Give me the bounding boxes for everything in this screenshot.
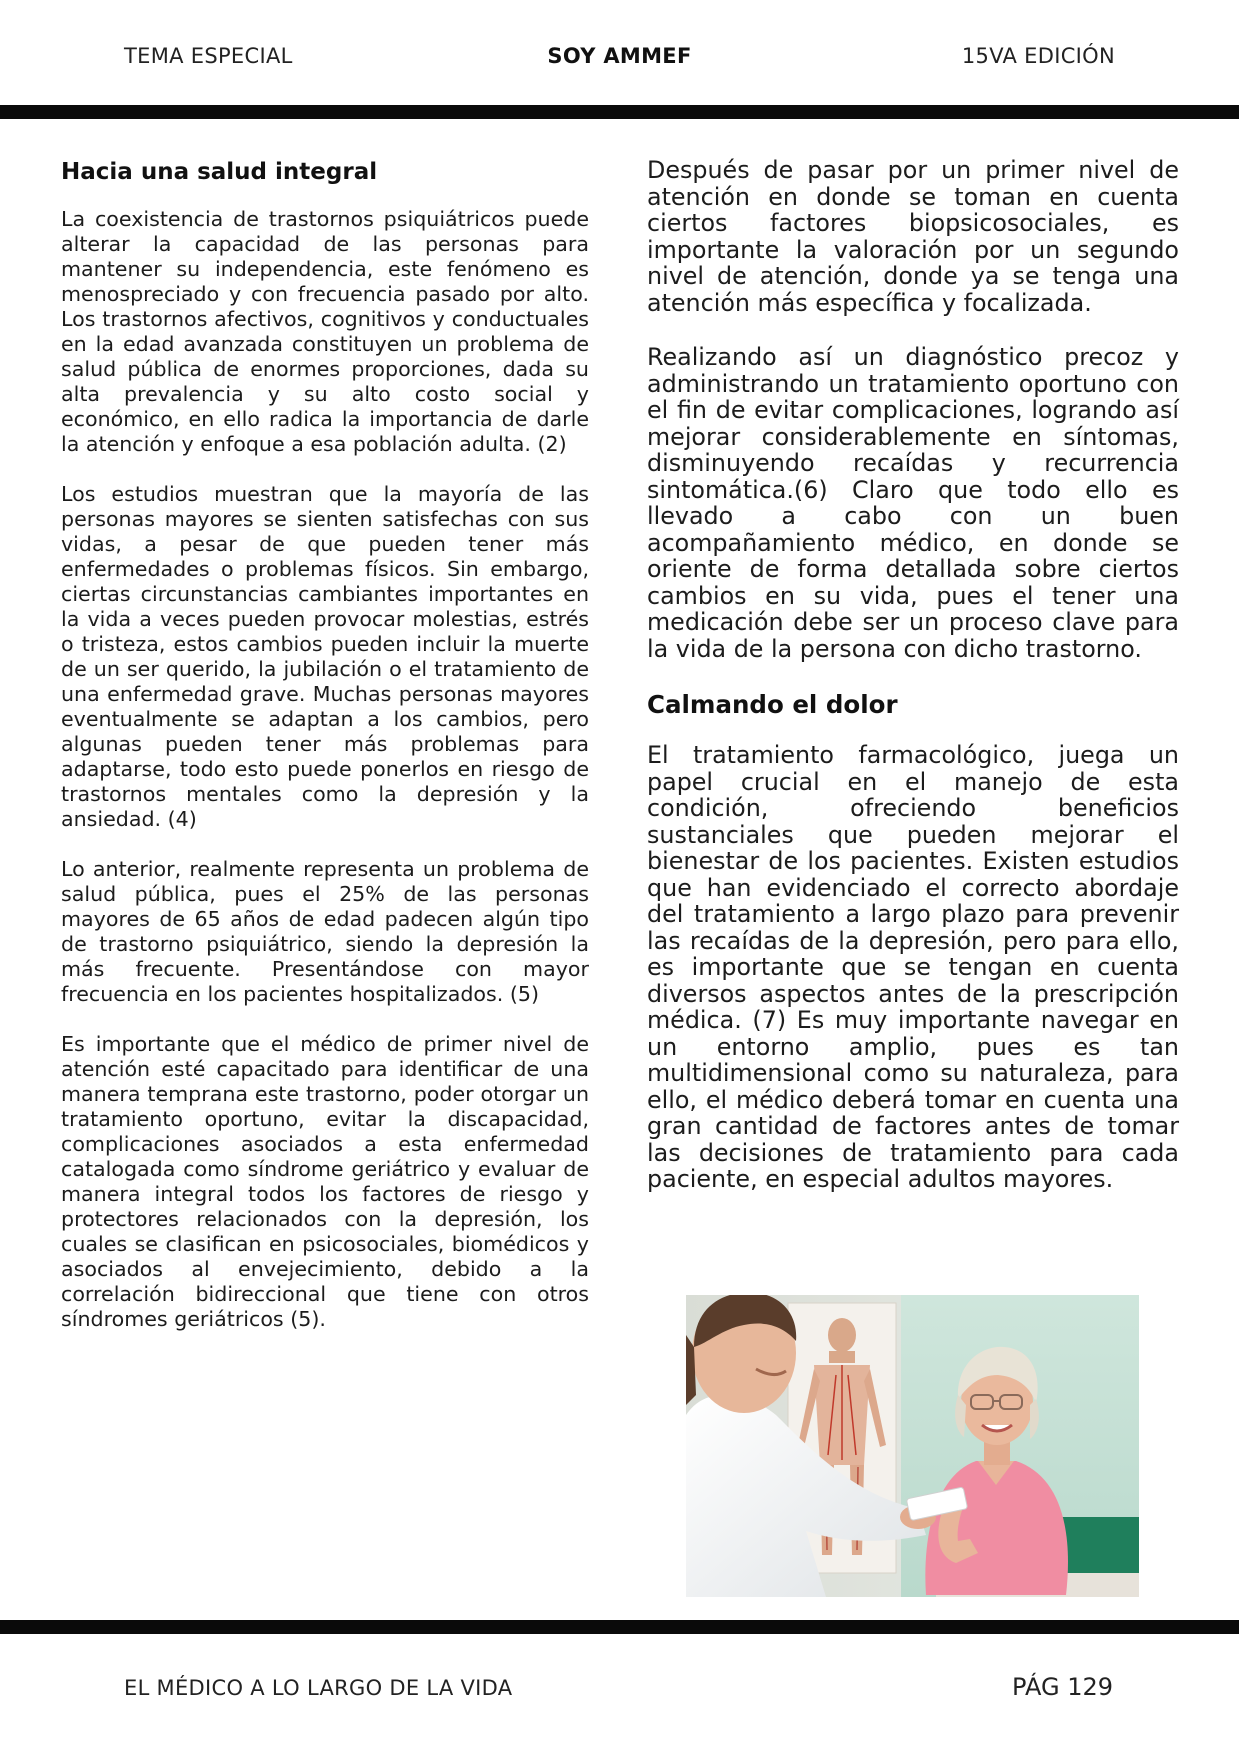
doctor-patient-photo xyxy=(686,1295,1139,1597)
page-number: PÁG 129 xyxy=(1012,1673,1113,1701)
paragraph: Es importante que el médico de primer nivel de atención esté capacitado para identificar de una manera temprana este trastorno, poder otorgar un tratamiento oportuno, evitar la discapacidad, complicaciones asociados a esta enfermedad catalogada como síndrome geriátrico y evaluar de manera integral todos los factores de riesgo y protectores relacionados con la depresión, los cuales se clasifican en psicosociales, biomédicos y asociados al envejecimiento, debido a la correlación bidireccional que tiene con otros síndromes geriátricos (5). xyxy=(61,1032,589,1331)
footer-section-label: EL MÉDICO A LO LARGO DE LA VIDA xyxy=(124,1676,513,1700)
header-edition-label: 15VA EDICIÓN xyxy=(961,44,1115,68)
section-heading-salud-integral: Hacia una salud integral xyxy=(61,159,378,185)
paragraph: Lo anterior, realmente representa un problema de salud pública, pues el 25% de las personas mayores de 65 años de edad padecen algún tipo de trastorno psiquiátrico, siendo la depresión la más frecuente. Presentándose con mayor frecuencia en los pacientes hospitalizados. (5) xyxy=(61,857,589,1006)
header-section-label: TEMA ESPECIAL xyxy=(124,44,293,68)
paragraph: El tratamiento farmacológico, juega un papel crucial en el manejo de esta condición, ofreciendo beneficios sustanciales que pueden mejorar el bienestar de los pacientes. Existen estudios que han evidenciado el correcto abordaje del tratamiento a largo plazo para prevenir las recaídas de la depresión, pero para ello, es importante que se tengan en cuenta diversos aspectos antes de la prescripción médica. (7) Es muy importante navegar en un entorno amplio, pues es tan multidimensional como su naturaleza, para ello, el médico deberá tomar en cuenta una gran cantidad de factores antes de tomar las decisiones de tratamiento para cada paciente, en especial adultos mayores. xyxy=(647,741,1179,1193)
paragraph: Los estudios muestran que la mayoría de las personas mayores se sienten satisfechas con sus vidas, a pesar de que pueden tener más enfermedades o problemas físicos. Sin embargo, ciertas circunstancias cambiantes importantes en la vida a veces pueden provocar molestias, estrés o tristeza, estos cambios pueden incluir la muerte de un ser querido, la jubilación o el tratamiento de una enfermedad grave. Muchas personas mayores eventualmente se adaptan a los cambios, pero algunas pueden tener más problemas para adaptarse, todo esto puede ponerlos en riesgo de trastornos mentales como la depresión y la ansiedad. (4) xyxy=(61,482,589,831)
section-heading-calmando-dolor: Calmando el dolor xyxy=(647,690,898,719)
paragraph: Realizando así un diagnóstico precoz y administrando un tratamiento oportuno con el fin de evitar complicaciones, logrando así mejorar considerablemente en síntomas, disminuyendo recaídas y recurrencia sintomática.(6) Claro que todo ello es llevado a cabo con un buen acompañamiento médico, en donde se oriente de forma detallada sobre ciertos cambios en su vida, pues el tener una medicación debe ser un proceso clave para la vida de la persona con dicho trastorno. xyxy=(647,343,1179,663)
bottom-divider-bar xyxy=(0,1620,1239,1634)
right-column xyxy=(647,157,1179,1221)
paragraph: Después de pasar por un primer nivel de atención en donde se toman en cuenta ciertos factores biopsicosociales, es importante la valoración por un segundo nivel de atención, donde ya se tenga una atención más específica y focalizada. xyxy=(647,156,1179,317)
paragraph: La coexistencia de trastornos psiquiátricos puede alterar la capacidad de las personas para mantener su independencia, este fenómeno es menospreciado y con frecuencia pasado por alto. Los trastornos afectivos, cognitivos y conductuales en la edad avanzada constituyen un problema de salud pública de enormes proporciones, dada su alta prevalencia y su alto costo social y económico, en ello radica la importancia de darle la atención y enfoque a esa población adulta. (2) xyxy=(61,207,589,456)
left-column xyxy=(61,157,589,1357)
top-divider-bar xyxy=(0,105,1239,119)
header-magazine-title: SOY AMMEF xyxy=(547,44,692,68)
